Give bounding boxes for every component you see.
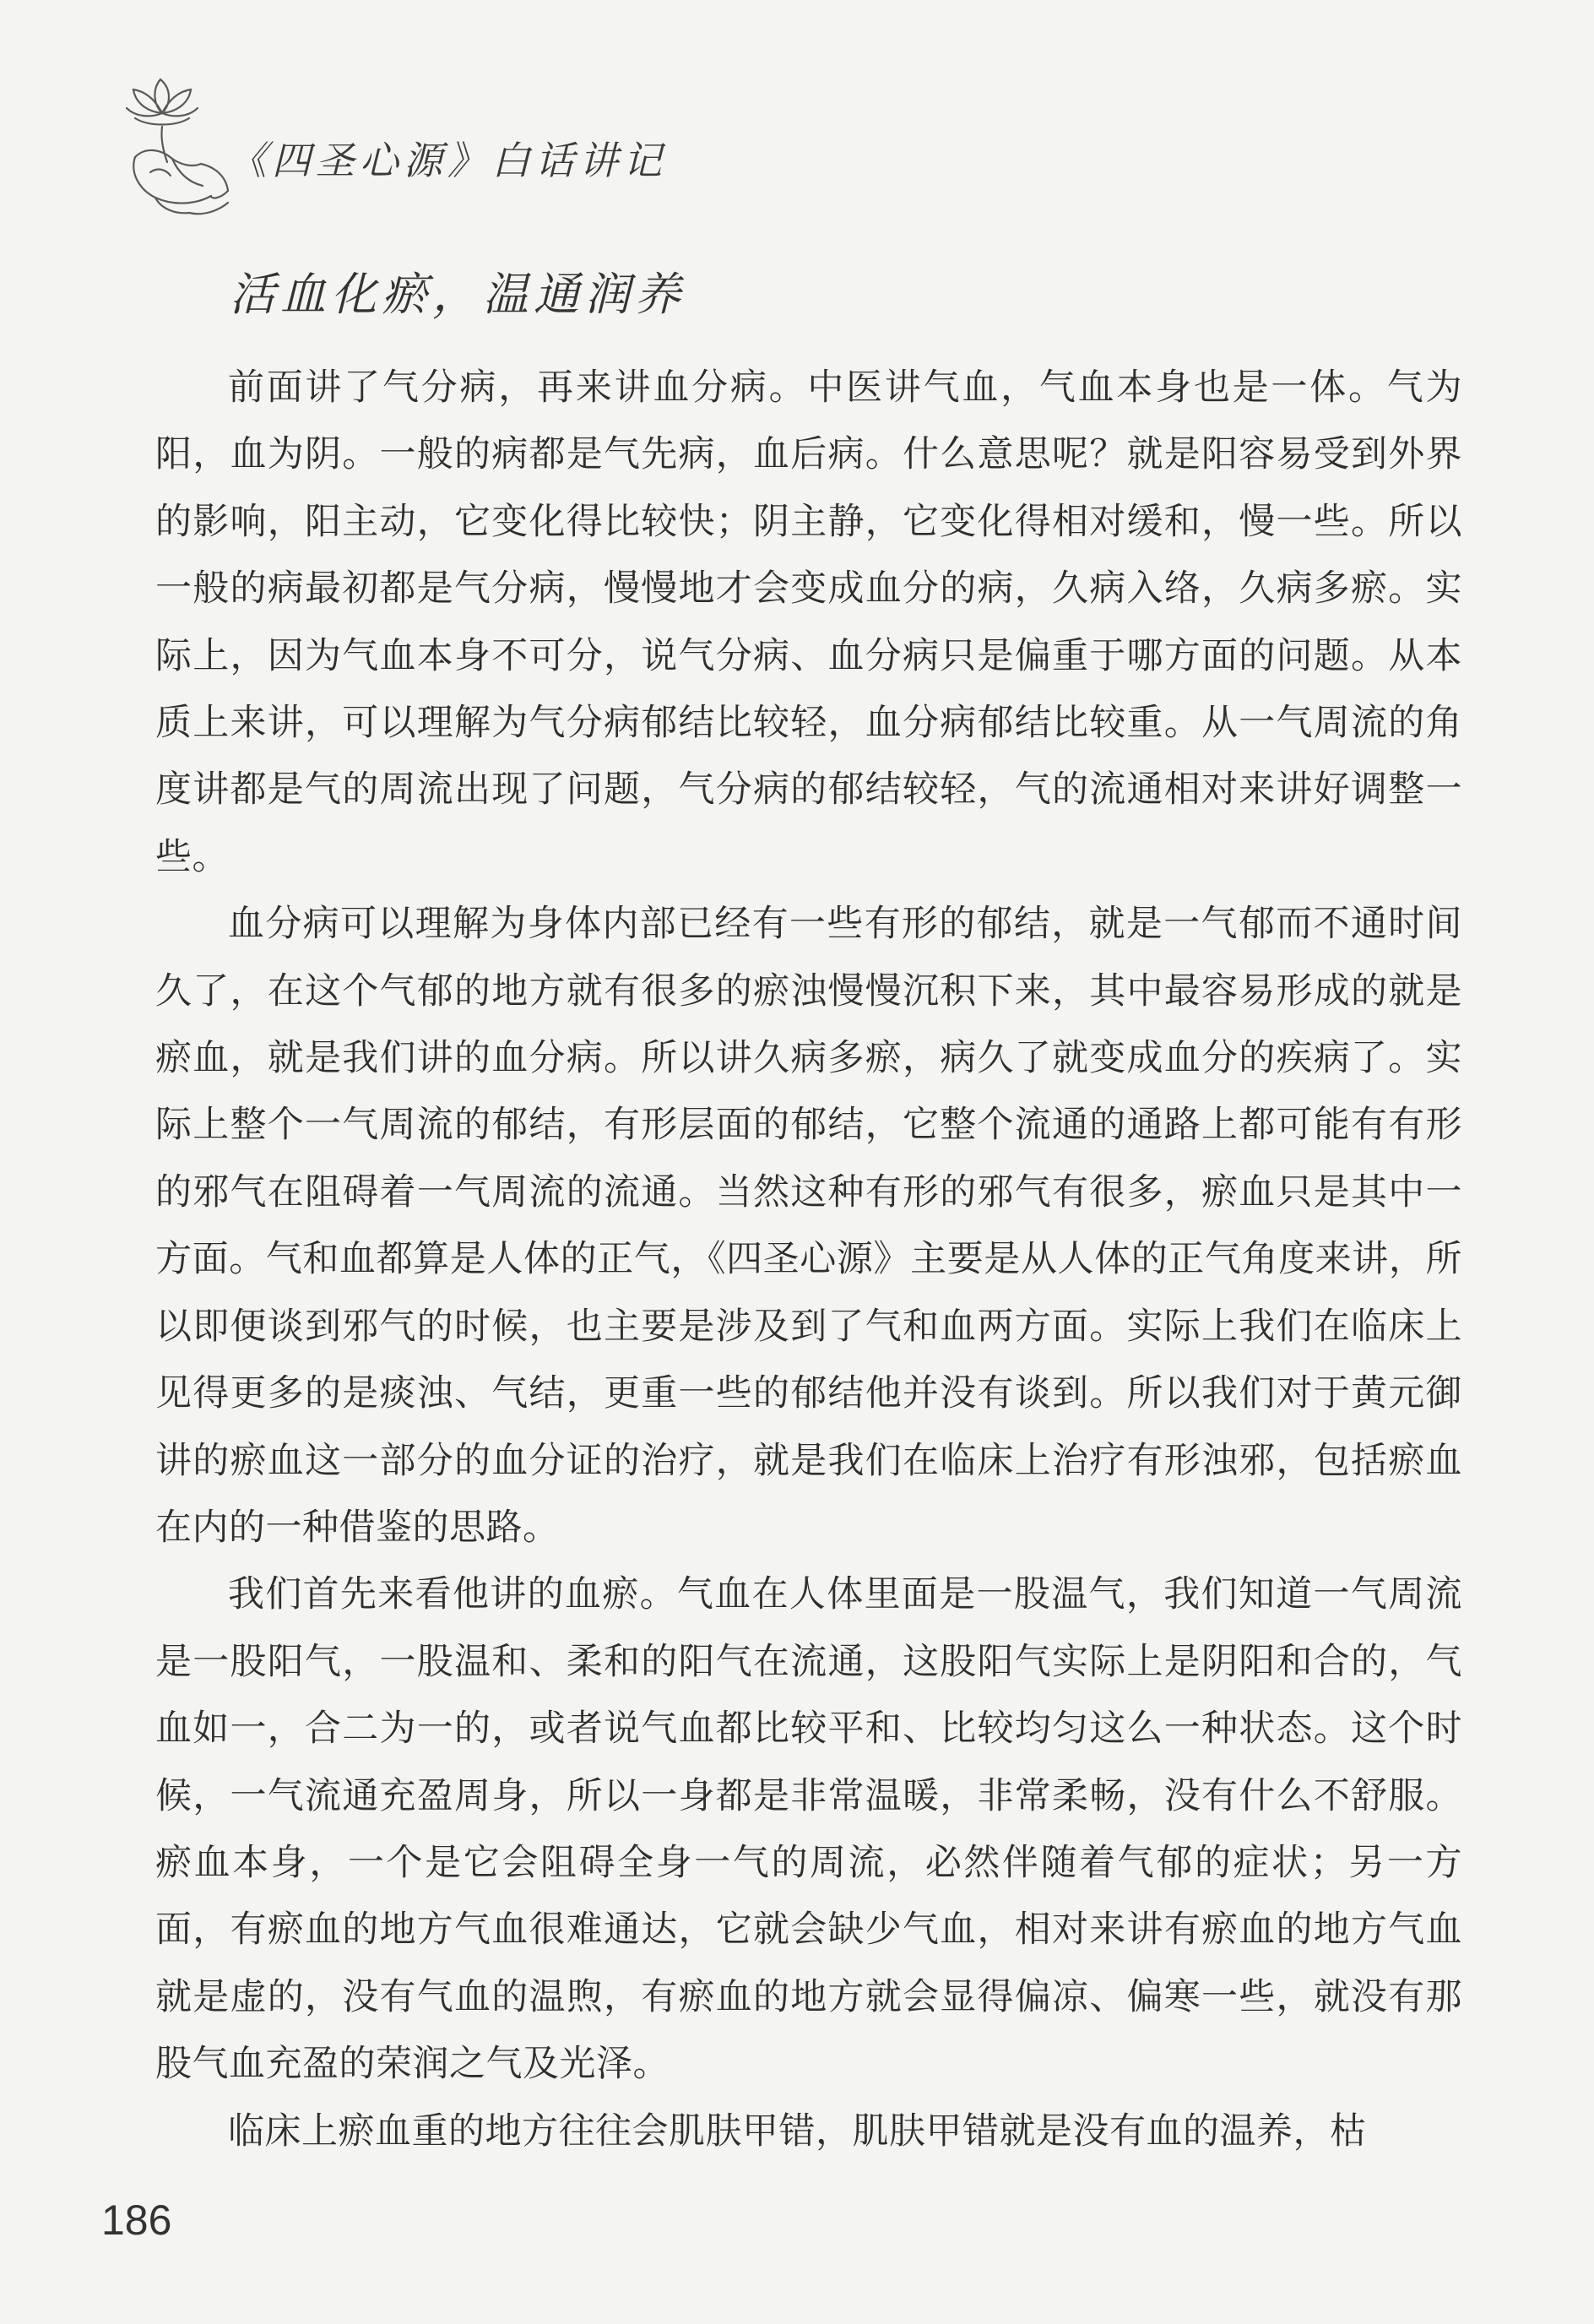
paragraph-1: 前面讲了气分病，再来讲血分病。中医讲气血，气血本身也是一体。气为阳，血为阴。一般的病都是气先病，血后病。什么意思呢？就是阳容易受到外界的影响，阳主动，它变化得比较快；阴主静，它变化得相对缓和，慢一些。所以一般的病最初都是气分病，慢慢地才会变成血分的病，久病入络，久病多瘀。实际上，因为气血本身不可分，说气分病、血分病只是偏重于哪方面的问题。从本质上来讲，可以理解为气分病郁结比较轻，血分病郁结比较重。从一气周流的角度讲都是气的周流出现了问题，气分病的郁结较轻，气的流通相对来讲好调整一些。 xyxy=(155,367,1462,878)
paragraph-4: 临床上瘀血重的地方往往会肌肤甲错，肌肤甲错就是没有血的温养，枯 xyxy=(228,2110,1367,2153)
page-header xyxy=(101,64,777,225)
book-title: 《四圣心源》白话讲记 xyxy=(228,138,667,183)
section-title: 活血化瘀，温通润养 xyxy=(230,268,686,321)
page-number: 186 xyxy=(101,2196,172,2244)
paragraph-3: 我们首先来看他讲的血瘀。气血在人体里面是一股温气，我们知道一气周流是一股阳气，一股温和、柔和的阳气在流通，这股阳气实际上是阴阳和合的，气血如一，合二为一的，或者说气血都比较平和、比较均匀这么一种状态。这个时候，一气流通充盈周身，所以一身都是非常温暖，非常柔畅，没有什么不舒服。瘀血本身，一个是它会阻碍全身一气的周流，必然伴随着气郁的症状；另一方面，有瘀血的地方气血很难通达，它就会缺少气血，相对来讲有瘀血的地方气血就是虚的，没有气血的温煦，有瘀血的地方就会显得偏凉、偏寒一些，就没有那股气血充盈的荣润之气及光泽。 xyxy=(155,1573,1462,2086)
paragraph-2: 血分病可以理解为身体内部已经有一些有形的郁结，就是一气郁而不通时间久了，在这个气郁的地方就有很多的瘀浊慢慢沉积下来，其中最容易形成的就是瘀血，就是我们讲的血分病。所以讲久病多瘀，病久了就变成血分的疾病了。实际上整个一气周流的郁结，有形层面的郁结，它整个流通的通路上都可能有有形的邪气在阻碍着一气周流的流通。当然这种有形的邪气有很多，瘀血只是其中一方面。气和血都算是人体的正气，《四圣心源》主要是从人体的正气角度来讲，所以即便谈到邪气的时候，也主要是涉及到了气和血两方面。实际上我们在临床上见得更多的是痰浊、气结，更重一些的郁结他并没有谈到。所以我们对于黄元御讲的瘀血这一部分的血分证的治疗，就是我们在临床上治疗有形浊邪，包括瘀血在内的一种借鉴的思路。 xyxy=(155,903,1462,1549)
body-text xyxy=(155,355,1462,2165)
lotus-hand-icon xyxy=(101,64,245,225)
